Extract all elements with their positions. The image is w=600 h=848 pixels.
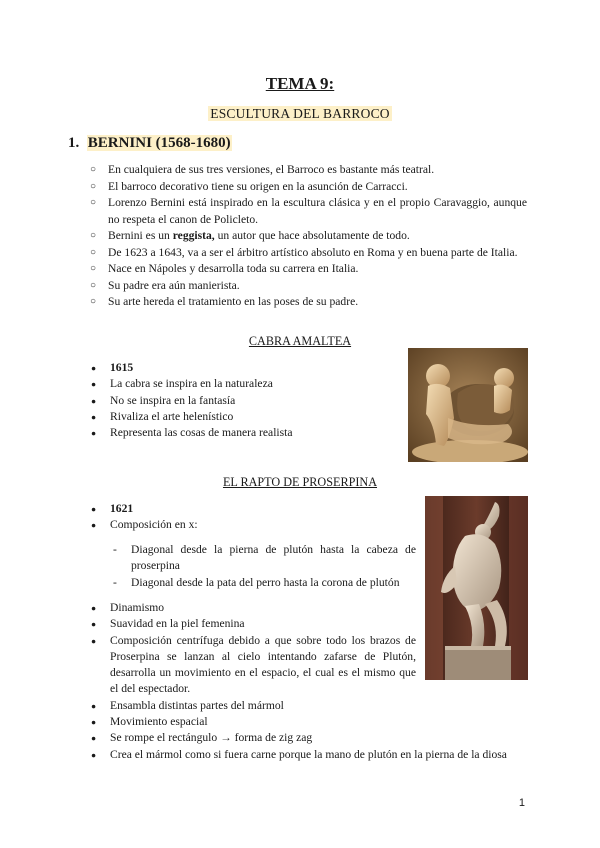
reggista-after: un autor que hace absolutamente de todo. — [214, 229, 410, 242]
list-item: ● Composición centrífuga debido a que sobre todo los brazos de Proserpina se lanzan al cielo intentando zafarse de Plutón, desarrolla un movimiento en el espacio, el cual es el mismo que el del espectador. — [90, 633, 416, 698]
bernini-list — [90, 162, 527, 311]
subtitle-text: ESCULTURA DEL BARROCO — [210, 106, 390, 121]
list-item: ● Crea el mármol como si fuera carne porque la mano de plutón en la pierna de la diosa — [90, 747, 545, 763]
reggista-before: Bernini es un — [108, 229, 173, 242]
cabra-amaltea-title: CABRA AMALTEA — [248, 334, 352, 348]
rapto-proserpina-photo — [425, 496, 528, 680]
sculpture-image-icon — [425, 496, 528, 680]
rapto-list-top — [90, 501, 415, 534]
list-item: ● La cabra se inspira en la naturaleza — [90, 376, 390, 392]
list-item — [90, 360, 390, 376]
list-item — [90, 501, 415, 517]
list-item: ● No se inspira en la fantasía — [90, 393, 390, 409]
list-item: ○ Lorenzo Bernini está inspirado en la escultura clásica y en el propio Caravaggio, aunque no respeta el canon de Policleto. — [90, 195, 527, 228]
section-heading-bernini — [68, 135, 232, 152]
list-item: ● Suavidad en la piel femenina — [90, 616, 416, 632]
list-item: - Diagonal desde la pata del perro hasta la corona de plutón — [111, 575, 416, 591]
cabra-list — [90, 360, 390, 441]
list-item: ● Se rompe el rectángulo → forma de zig zag — [90, 730, 416, 746]
list-item: ○ De 1623 a 1643, va a ser el árbitro artístico absoluto en Roma y en buena parte de Italia. — [90, 245, 527, 262]
list-item: ● Ensambla distintas partes del mármol — [90, 698, 416, 714]
rapto-year: 1621 — [110, 502, 134, 515]
list-item: ● Composición en x: — [90, 517, 415, 533]
list-item: ○ Su padre era aún manierista. — [90, 278, 527, 295]
page-title: TEMA 9: — [265, 74, 335, 93]
list-item: ○ Nace en Nápoles y desarrolla toda su carrera en Italia. — [90, 261, 527, 278]
rapto-proserpina-title: EL RAPTO DE PROSERPINA — [222, 475, 378, 489]
list-item — [90, 228, 527, 245]
rapto-list — [90, 600, 507, 763]
list-item: ● Rivaliza el arte helenístico — [90, 409, 390, 425]
page-subtitle — [0, 106, 600, 122]
sculpture-image-icon — [408, 348, 528, 462]
reggista-bold: reggista, — [172, 229, 215, 242]
cabra-amaltea-photo — [408, 348, 528, 462]
list-item: ● Dinamismo — [90, 600, 416, 616]
cabra-year: 1615 — [110, 361, 134, 374]
list-item: - Diagonal desde la pierna de plutón hasta la cabeza de proserpina — [111, 542, 416, 575]
list-item: ○ En cualquiera de sus tres versiones, el Barroco es bastante más teatral. — [90, 162, 527, 179]
list-item: ○ El barroco decorativo tiene su origen en la asunción de Carracci. — [90, 179, 527, 196]
list-item: ● Representa las cosas de manera realista — [90, 425, 390, 441]
composicion-sublist — [111, 542, 416, 591]
list-item: ● Movimiento espacial — [90, 714, 416, 730]
section-number: 1. — [68, 135, 80, 151]
section-heading-text: BERNINI (1568-1680) — [87, 135, 231, 151]
list-item: ○ Su arte hereda el tratamiento en las poses de su padre. — [90, 294, 527, 311]
page-number: 1 — [518, 797, 525, 809]
